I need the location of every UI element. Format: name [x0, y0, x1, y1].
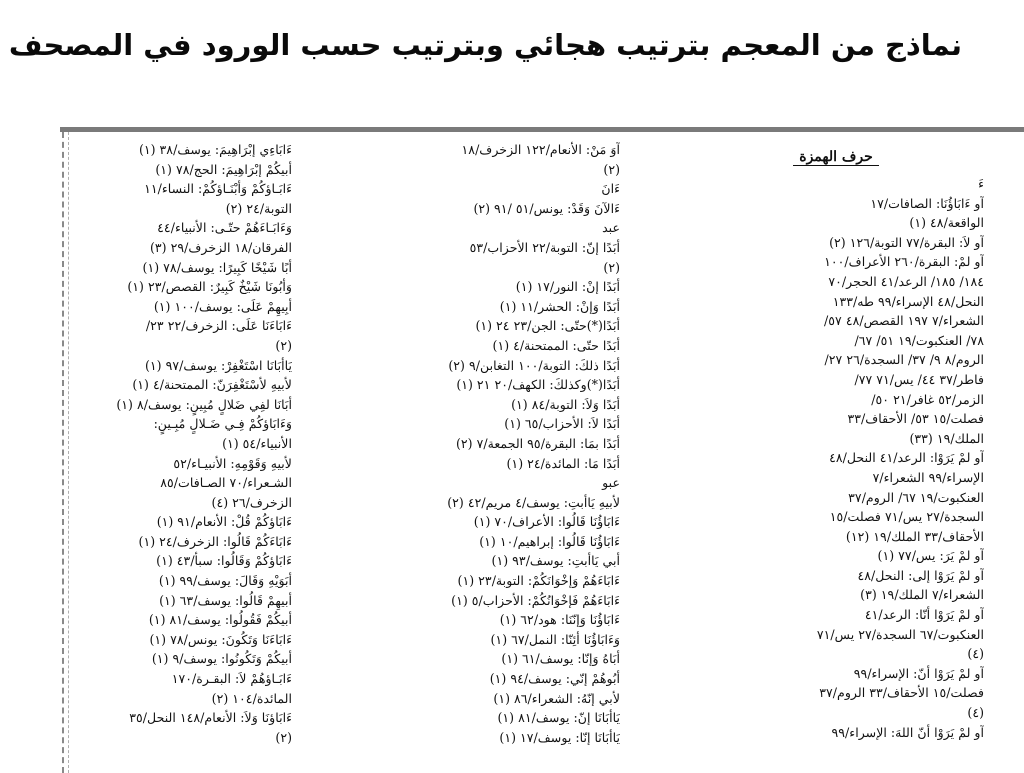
entry-line: أبَدًا إنْ: النور/١٧ (١) [515, 279, 620, 295]
entry-line: يَاأبَانَا إنّا: يوسف/١٧ (١) [499, 729, 620, 745]
entry-line: أبًا شَيْخًا كَبِيرًا: يوسف/٧٨ (١) [142, 259, 292, 275]
entry-line: وَءَابَـاءَهُمْ حتّـى: الأنبياء/٤٤ [157, 220, 292, 236]
entry-line: آو لمْ يَرَوْا إلى: النحل/٤٨ [857, 567, 984, 583]
entry-line: الشعراء/٧ ١٩٧ القصص/٤٨ ٥٧/ [824, 313, 984, 329]
entry-line: ءَابَاؤنَا وَلاَ: الأنعام/١٤٨ النحل/٣٥ [129, 710, 292, 726]
page-edge-rule [68, 132, 69, 773]
entry-line: المائدة/١٠٤ (٢) [211, 690, 292, 706]
entry-line: الزمر/٥٢ غافر/٢١ ٥٠/ [871, 391, 984, 407]
entry-line: ءَابَاءَهُمْ فَإخْوَانُكُمْ: الأحزاب/٥ (١) [451, 592, 620, 608]
entry-line: (٢) [275, 729, 292, 745]
entry-line: أبَوَيْهِ وَقَالَ: يوسف/٩٩ (١) [158, 573, 292, 589]
entry-line: أبَاهُ وَإنّا: يوسف/٦١ (١) [501, 651, 620, 667]
entry-line: آو لمْ يَرَ: يس/٧٧ (١) [877, 548, 984, 564]
entry-line: الفرقان/١٨ الزخرف/٢٩ (٣) [149, 239, 292, 255]
entry-line: أبَدًا لاَ: الأحزاب/٦٥ (١) [504, 416, 620, 432]
entry-line: آو ءَابَاؤُنَا: الصافات/١٧ [870, 195, 984, 211]
entry-line: التوبة/٢٤ (٢) [225, 200, 292, 216]
page-edge-rule [62, 132, 64, 773]
entry-line: آو لاَ: البقرة/٧٧ التوبة/١٢٦ (٢) [829, 234, 984, 250]
entry-line: أبَدًا إنّ: التوبة/٢٢ الأحزاب/٥٣ [469, 239, 620, 255]
entry-line: لأبيهِ وَقَوْمِهِ: الأنبيـاء/٥٢ [173, 455, 292, 471]
entry-line: آو لمْ: البقرة/٢٦٠ الأعراف/١٠٠ [824, 254, 984, 270]
slide-title: نماذج من المعجم بترتيب هجائي وبترتيب حسب الورود في المصحف [8, 28, 962, 62]
entry-line: ءَابَاءِي إبْرَاهِيمَ: يوسف/٣٨ (١) [138, 142, 292, 157]
entry-line: (٢) [603, 259, 620, 275]
entry-line: الواقعة/٤٨ (١) [909, 215, 984, 231]
column-left [100, 140, 292, 747]
entry-line: أبيهِمْ قَالُوا: يوسف/٦٣ (١) [159, 592, 292, 608]
column-lines [100, 140, 292, 747]
entry-line: آوَ مَنْ: الأنعام/١٢٢ الزخرف/١٨ [461, 142, 620, 157]
entry-line: لأبيهِ يَاأبتِ: يوسف/٤ مريم/٤٢ (٢) [447, 494, 620, 510]
entry-line: أبَدًا ذلكَ: التوبة/١٠٠ التغابن/٩ (٢) [448, 357, 620, 373]
entry-line: يَاأبَانَا إنّ: يوسف/٨١ (١) [497, 710, 620, 726]
entry-line: ١٨٤/ ١٨٥/ الرعد/٤١ الحجر/٧٠ [828, 273, 984, 289]
entry-line: عبو [602, 475, 620, 491]
entry-line: ءَابَاءَكُمْ قَالُوا: الزخرف/٢٤ (١) [138, 533, 292, 549]
column-lines [378, 140, 620, 747]
entry-line: (٢) [275, 337, 292, 353]
entry-line: ءَانَ [601, 181, 620, 197]
entry-line: آو لمْ يَرَوْا: الرعد/٤١ النحل/٤٨ [829, 450, 984, 466]
entry-line: ءَابَاؤكُمْ وَقَالُوا: سبأ/٤٣ (١) [156, 553, 292, 569]
entry-line: ٧٨/ العنكبوت/١٩ ٥١/ ٦٧/ [854, 332, 984, 348]
scanned-page [60, 127, 1024, 773]
entry-line: الشعراء/٧ الملك/١٩ (٣) [860, 587, 984, 603]
column-middle [378, 140, 620, 747]
entry-line: أبُوهُمْ إنّي: يوسف/٩٤ (١) [489, 671, 620, 687]
entry-line: ءَابَاءَنَا عَلَى: الزخرف/٢٢ ٢٣/ [145, 318, 292, 334]
entry-line: الشـعراء/٧٠ الصـافات/٨٥ [160, 475, 292, 491]
entry-line: ءَابَاءَنَا وَتَكُونَ: يونس/٧٨ (١) [149, 631, 292, 647]
entry-line: لأبي إنّهُ: الشعراء/٨٦ (١) [493, 690, 620, 706]
entry-line: الأنبياء/٥٤ (١) [222, 435, 292, 451]
entry-line: أبَدًا وَلاَ: التوبة/٨٤ (١) [511, 396, 620, 412]
entry-line: (٤) [967, 705, 984, 721]
entry-line: وَءَابَاؤُنَا أئِنّا: النمل/٦٧ (١) [490, 631, 620, 647]
entry-line: أبَدًا حتّى: الممتحنة/٤ (١) [492, 337, 620, 353]
entry-line: فصلت/١٥ الأحقاف/٣٣ الروم/٣٧ [819, 685, 984, 701]
column-right [688, 140, 984, 742]
entry-line: أبَدًا مَا: المائدة/٢٤ (١) [506, 455, 620, 471]
entry-line: ءَابَاءَهُمْ وَإخْوَانَكُمْ: التوبة/٢٣ (١) [457, 573, 620, 589]
entry-line: الملك/١٩ (٣٣) [909, 430, 984, 446]
entry-line: الأحقاف/٣٣ الملك/١٩ (١٢) [845, 528, 984, 544]
entry-line: ءَالآنَ وَقَدْ: يونس/٥١ /٩١ (٢) [473, 200, 620, 216]
entry-line: العنكبوت/١٩ ٦٧/ الروم/٣٧ [848, 489, 984, 505]
entry-line: ءَابَاؤُنَا قَالُوا: الأعراف/٧٠ (١) [473, 514, 620, 530]
entry-line: ءَ [978, 176, 984, 191]
entry-line: السجدة/٢٧ يس/٧١ فصلت/١٥ [829, 509, 984, 525]
entry-line: ءَابَاؤُنَا قَالُوا: إبراهيم/١٠ (١) [479, 533, 620, 549]
entry-line: أبَانَا لفِي ضَلالٍ مُبِينٍ: يوسف/٨ (١) [116, 396, 292, 412]
entry-line: أبي يَاأبتِ: يوسف/٩٣ (١) [491, 553, 620, 569]
entry-line: آو لمْ يَرَوْا أنّا: الرعد/٤١ [864, 607, 984, 623]
entry-line: النحل/٤٨ الإسراء/٩٩ طه/١٣٣ [832, 293, 984, 309]
entry-line: الإسراء/٩٩ الشعراء/٧ [872, 469, 984, 485]
entry-line: آو لمْ يَرَوْا أنّ اللهَ: الإسراء/٩٩ [831, 724, 984, 740]
entry-line: أبيكُمْ فَقُولُوا: يوسف/٨١ (١) [148, 612, 292, 628]
entry-line: (٢) [603, 161, 620, 177]
column-heading: حرف الهمزة [793, 149, 879, 166]
entry-line: عبد [602, 220, 620, 236]
entry-line: أبيكُمْ إبْرَاهِيمَ: الحج/٧٨ (١) [155, 161, 292, 177]
entry-line: أبيكُمْ وَتَكُونُوا: يوسف/٩ (١) [151, 651, 292, 667]
entry-line: ءَابَاؤكُمْ قُلْ: الأنعام/٩١ (١) [156, 514, 292, 530]
entry-line: وَأبُونَا شَيْخٌ كَبِيرٌ: القصص/٢٣ (١) [127, 279, 292, 295]
entry-line: فصلت/١٥ ٥٣/ الأحقاف/٣٣ [847, 411, 984, 427]
entry-line: أبَدًا(*)وكذلكَ: الكهف/٢٠ ٢١ (١) [456, 377, 620, 393]
entry-line: أبَدًا(*)حتّى: الجن/٢٣ ٢٤ (١) [475, 318, 620, 334]
entry-line: فاطر/٣٧ ٤٤/ يس/٧١ ٧٧/ [854, 371, 984, 387]
entry-line: يَاأبَانَا اسْتَغْفِرْ: يوسف/٩٧ (١) [144, 357, 292, 373]
entry-line: ءَابَـاؤكُمْ وَأبْنَـاؤكُمْ: النساء/١١ [144, 181, 292, 197]
entry-line: وَءَابَاؤكُمْ فِـي ضَـلالٍ مُبِـينٍ: [153, 416, 292, 432]
entry-line: آو لمْ يَرَوْا أنّ: الإسراء/٩٩ [853, 665, 984, 681]
entry-line: العنكبوت/٦٧ السجدة/٢٧ يس/٧١ [816, 626, 984, 642]
entry-line: ءَابَاؤُنَا وَإنّنَا: هود/٦٢ (١) [499, 612, 620, 628]
entry-line: ءَابَـاؤهُمْ لاَ: البقـرة/١٧٠ [171, 671, 292, 687]
column-lines [688, 174, 984, 742]
entry-line: لأبيهِ لأسْتَغْفِرَنّ: الممتحنة/٤ (١) [132, 377, 292, 393]
entry-line: الزخرف/٢٦ (٤) [211, 494, 292, 510]
entry-line: الروم/٨ ٩/ ٣٧/ السجدة/٢٦ ٢٧/ [824, 352, 984, 368]
entry-line: أبَدًا بمَا: البقرة/٩٥ الجمعة/٧ (٢) [455, 435, 620, 451]
entry-line: أبِيهِمْ عَلَى: يوسف/١٠٠ (١) [153, 298, 292, 314]
entry-line: أبَدًا وَإنْ: الحشر/١١ (١) [499, 298, 620, 314]
entry-line: (٤) [967, 646, 984, 662]
